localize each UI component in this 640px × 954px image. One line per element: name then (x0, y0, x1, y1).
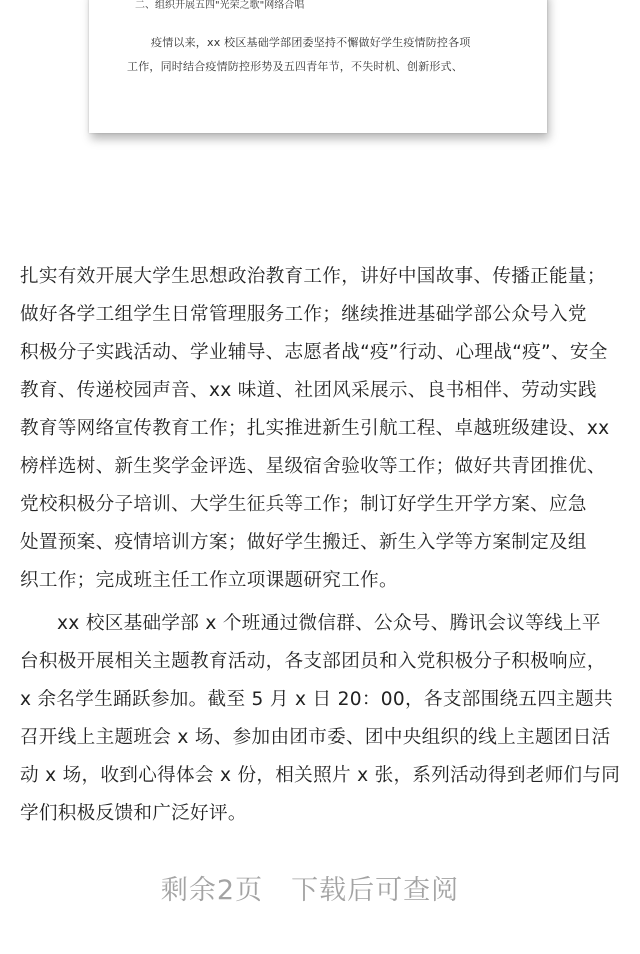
download-to-view-label: 下载后可查阅 (291, 875, 460, 906)
paragraph-line: 召开线上主题班会 x 场、参加由团市委、团中央组织的线上主题团日活 (20, 727, 611, 748)
paragraph-line: 教育等网络宣传教育工作；扎实推进新生引航工程、卓越班级建设、xx (20, 418, 610, 439)
paragraph-line: 积极分子实践活动、学业辅导、志愿者战“疫”行动、心理战“疫”、安全 (20, 342, 608, 363)
paragraph-line: 织工作；完成班主任工作立项课题研究工作。 (20, 570, 398, 591)
paragraph-line: 台积极开展相关主题教育活动，各支部团员和入党积极分子积极响应， (20, 651, 606, 672)
preview-section-heading: 二、组织开展五四"光荣之歌"网络合唱 (135, 0, 305, 11)
paragraph-line: xx 校区基础学部 x 个班通过微信群、公众号、腾讯会议等线上平 (57, 613, 601, 634)
remaining-pages-label: 剩余2页 (160, 875, 264, 906)
body-paragraph-1 (20, 258, 622, 600)
paragraph-line: 教育、传递校园声音、xx 味道、社团风采展示、良书相伴、劳动实践 (20, 380, 597, 401)
body-paragraph-2 (20, 605, 622, 833)
paragraph-line: 做好各学工组学生日常管理服务工作；继续推进基础学部公众号入党 (20, 304, 587, 325)
paragraph-line: 处置预案、疫情培训方案；做好学生搬迁、新生入学等方案制定及组 (20, 532, 587, 553)
paragraph-line: 党校积极分子培训、大学生征兵等工作；制订好学生开学方案、应急 (20, 494, 587, 515)
paragraph-line: 榜样选树、新生奖学金评选、星级宿舍验收等工作；做好共青团推优、 (20, 456, 606, 477)
preview-paragraph-line: 疫情以来，xx 校区基础学部团委坚持不懈做好学生疫情防控各项 (151, 36, 471, 49)
paragraph-line: 学们积极反馈和广泛好评。 (20, 803, 247, 824)
preview-paragraph-line: 工作，同时结合疫情防控形势及五四青年节，不失时机、创新形式、 (127, 60, 463, 73)
paragraph-line: 动 x 场，收到心得体会 x 份，相关照片 x 张，系列活动得到老师们与同 (20, 765, 621, 786)
paragraph-line: 扎实有效开展大学生思想政治教育工作，讲好中国故事、传播正能量； (20, 266, 606, 287)
document-preview-card (89, 0, 547, 133)
paragraph-line: x 余名学生踊跃参加。截至 5 月 x 日 20：00，各支部围绕五四主题共 (20, 689, 613, 710)
download-prompt[interactable] (0, 868, 620, 907)
